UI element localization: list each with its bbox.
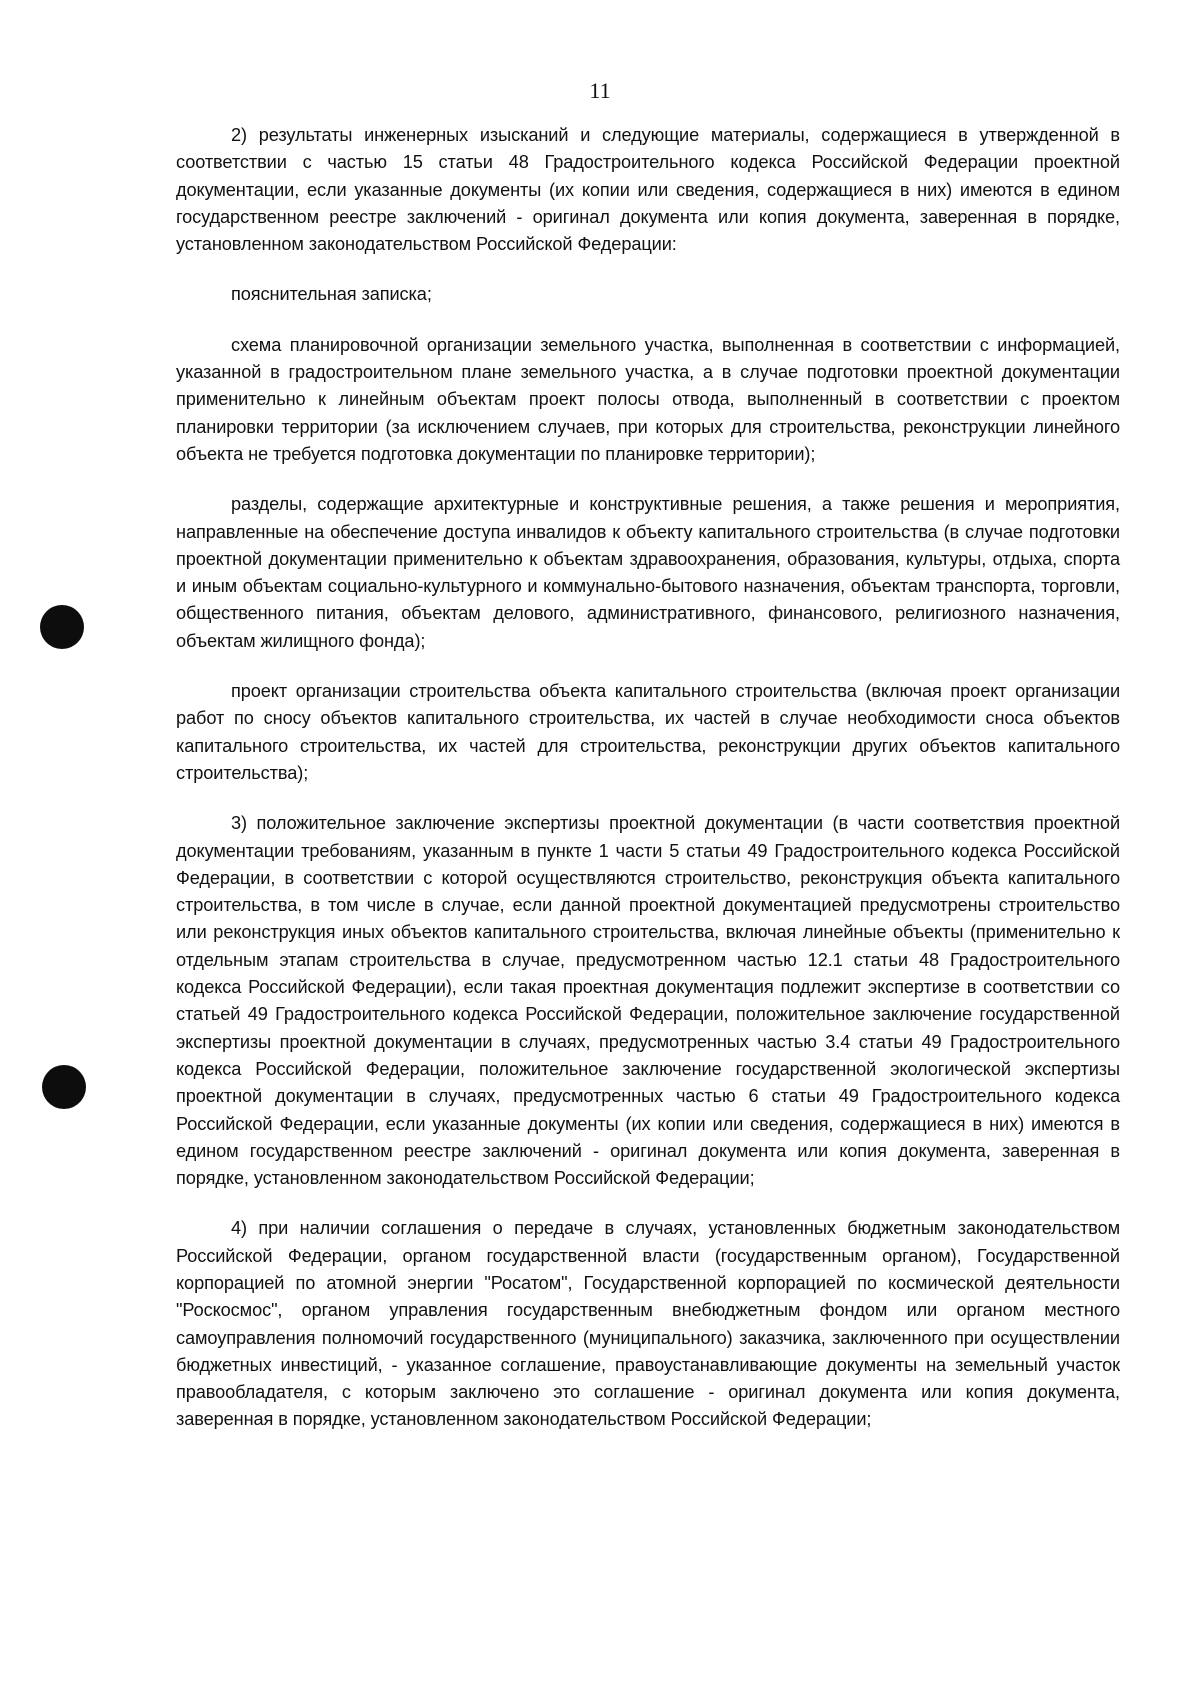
page-body <box>176 122 1120 1457</box>
paragraph-item-4: 4) при наличии соглашения о передаче в случаях, установленных бюджетным законодательством Российской Федерации, органом государственной власти (государственным органом), Государственной корпорацией по атомной энергии "Росатом", Государственной корпорацией по космической деятельности "Роскосмос", органом управления государственным внебюджетным фондом или органом местного самоуправления полномочий государственного (муниципального) заказчика, заключенного при осуществлении бюджетных инвестиций, - указанное соглашение, правоустанавливающие документы на земельный участок правообладателя, с которым заключено это соглашение - оригинал документа или копия документа, заверенная в порядке, установленном законодательством Российской Федерации; <box>176 1218 1120 1430</box>
paragraph-construction-organization: проект организации строительства объекта капитального строительства (включая проект организации работ по сносу объектов капитального строительства, их частей в случае необходимости сноса объектов капитального строительства, их частей для строительства, реконструкции других объектов капитального строительства); <box>176 681 1120 783</box>
paragraph-architectural-sections: разделы, содержащие архитектурные и конструктивные решения, а также решения и мероприятия, направленные на обеспечение доступа инвалидов к объекту капитального строительства (в случае подготовки проектной документации применительно к объектам здравоохранения, образования, культуры, отдыха, спорта и иным объектам социально-культурного и коммунально-бытового назначения, объектам транспорта, торговли, общественного питания, объектам делового, административного, финансового, религиозного назначения, объектам жилищного фонда); <box>176 494 1120 651</box>
punch-hole-top <box>40 605 84 649</box>
paragraph-item-3: 3) положительное заключение экспертизы проектной документации (в части соответствия проектной документации требованиям, указанным в пункте 1 части 5 статьи 49 Градостроительного кодекса Российской Федерации, в соответствии с которой осуществляются строительство, реконструкция объекта капитального строительства, в том числе в случае, если данной проектной документацией предусмотрены строительство или реконструкция иных объектов капитального строительства, включая линейные объекты (применительно к отдельным этапам строительства в случае, предусмотренном частью 12.1 статьи 48 Градостроительного кодекса Российской Федерации), если такая проектная документация подлежит экспертизе в соответствии со статьей 49 Градостроительного кодекса Российской Федерации, положительное заключение государственной экспертизы проектной документации в случаях, предусмотренных частью 3.4 статьи 49 Градостроительного кодекса Российской Федерации, положительное заключение государственной экологической экспертизы проектной документации в случаях, предусмотренных частью 6 статьи 49 Градостроительного кодекса Российской Федерации, если указанные документы (их копии или сведения, содержащиеся в них) имеются в едином государственном реестре заключений - оригинал документа или копия документа, заверенная в порядке, установленном законодательством Российской Федерации; <box>176 813 1120 1189</box>
page-number: 11 <box>589 78 611 103</box>
punch-hole-bottom <box>42 1065 86 1109</box>
paragraph-item-2: 2) результаты инженерных изысканий и следующие материалы, содержащиеся в утвержденной в соответствии с частью 15 статьи 48 Градостроительного кодекса Российской Федерации проектной документации, если указанные документы (их копии или сведения, содержащиеся в них) имеются в едином государственном реестре заключений - оригинал документа или копия документа, заверенная в порядке, установленном законодательством Российской Федерации: <box>176 125 1120 255</box>
paragraph-explanatory-note: пояснительная записка; <box>231 284 432 305</box>
paragraph-site-plan-scheme: схема планировочной организации земельного участка, выполненная в соответствии с информацией, указанной в градостроительном плане земельного участка, а в случае подготовки проектной документации применительно к линейным объектам проект полосы отвода, выполненный в соответствии с проектом планировки территории (за исключением случаев, при которых для строительства, реконструкции линейного объекта не требуется подготовка документации по планировке территории); <box>176 334 1120 464</box>
